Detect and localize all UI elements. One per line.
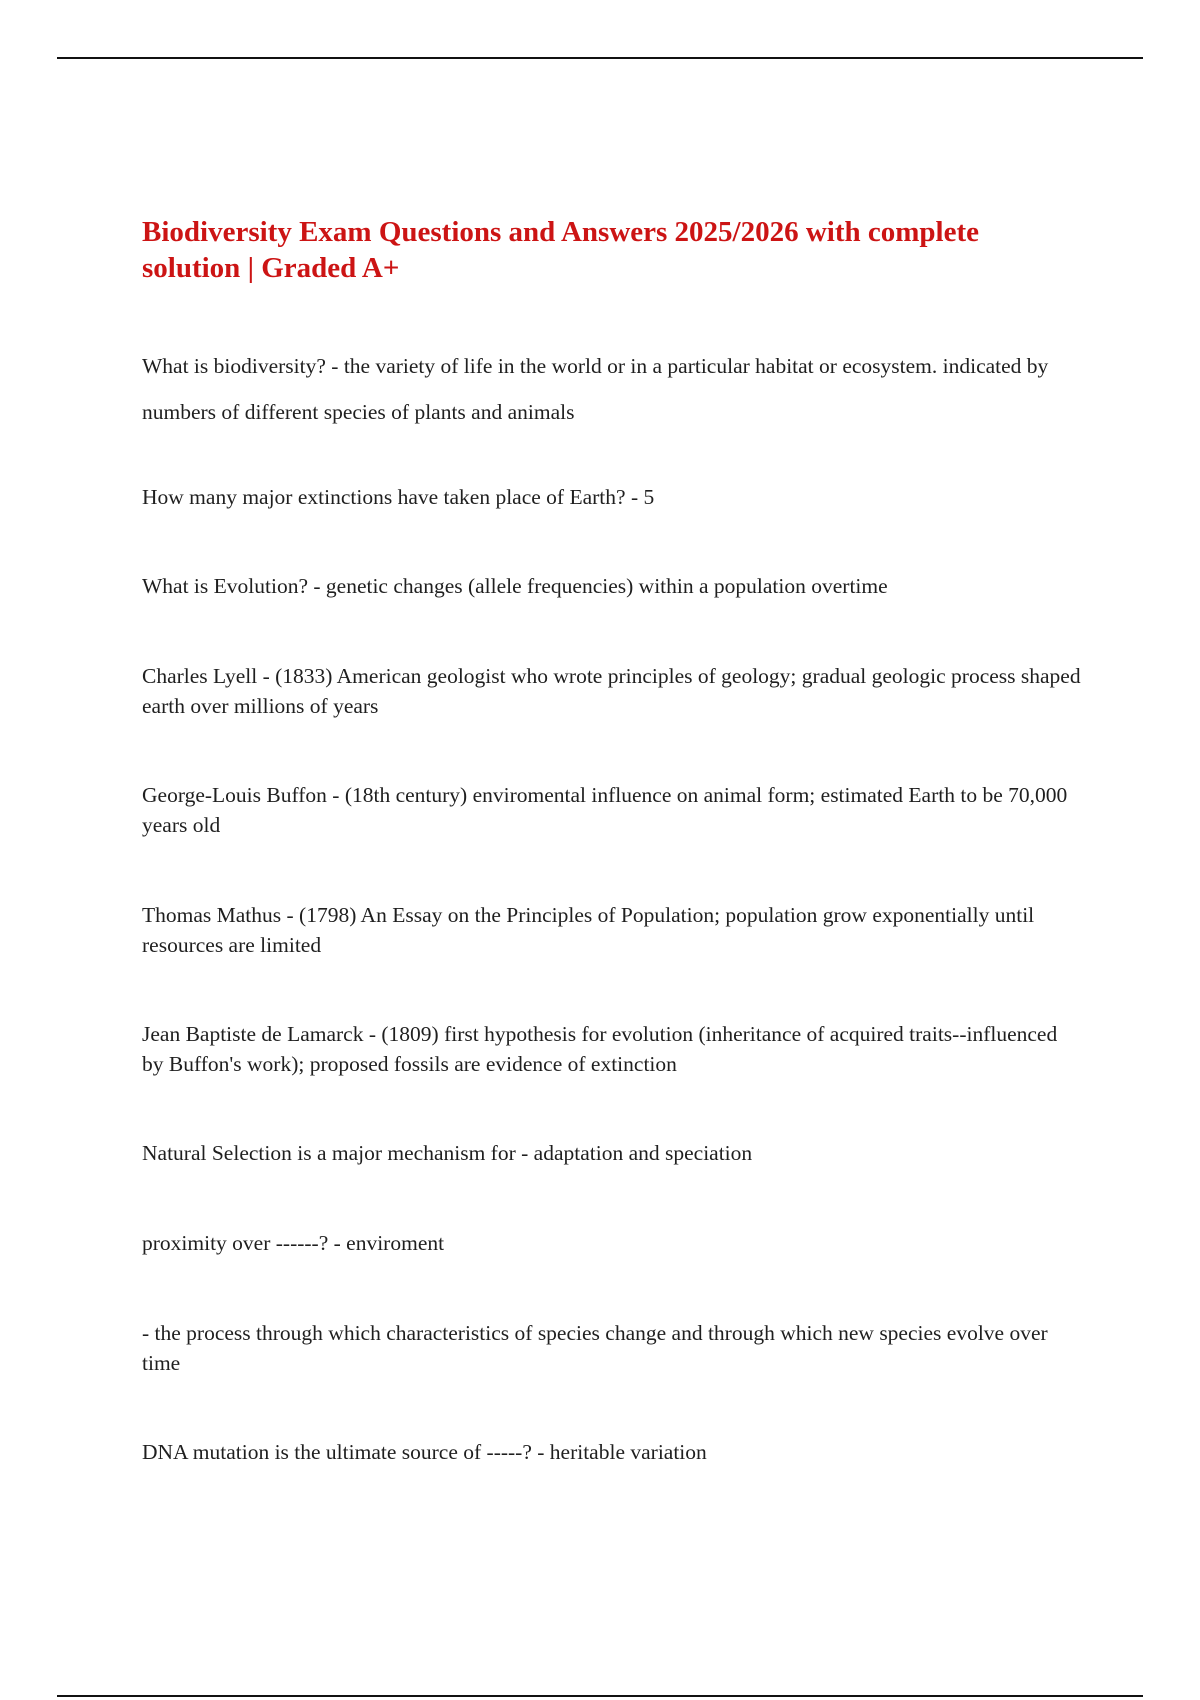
qa-entry-buffon: George-Louis Buffon - (18th century) enviromental influence on animal form; estimated Earth to be 70,000 years old — [142, 783, 1068, 837]
qa-entry-lamarck: Jean Baptiste de Lamarck - (1809) first hypothesis for evolution (inheritance of acquired traits--influenced by Buffon's work); proposed fossils are evidence of extinction — [142, 1022, 1058, 1076]
qa-entry-malthus: Thomas Mathus - (1798) An Essay on the Principles of Population; population grow exponentially until resources are limited — [142, 903, 1035, 957]
qa-entry-evolution-definition: - the process through which characteristics of species change and through which new species evolve over time — [142, 1321, 1048, 1375]
top-rule — [57, 57, 1143, 59]
bottom-rule — [57, 1695, 1143, 1697]
document-title: Biodiversity Exam Questions and Answers 2025/2026 with complete solution | Graded A+ — [142, 216, 979, 284]
qa-entry-proximity: proximity over ------? - enviroment — [142, 1231, 445, 1255]
qa-entry-dna-mutation: DNA mutation is the ultimate source of -----? - heritable variation — [142, 1440, 707, 1464]
qa-entry-evolution: What is Evolution? - genetic changes (allele frequencies) within a population overtime — [142, 574, 888, 598]
qa-entry-lyell: Charles Lyell - (1833) American geologist who wrote principles of geology; gradual geologic process shaped earth over millions of years — [142, 664, 1081, 718]
qa-entry-biodiversity: What is biodiversity? - the variety of life in the world or in a particular habitat or ecosystem. indicated by numbers of different species of plants and animals — [142, 354, 1049, 424]
qa-entry-extinctions: How many major extinctions have taken place of Earth? - 5 — [142, 485, 655, 509]
qa-entry-natural-selection: Natural Selection is a major mechanism for - adaptation and speciation — [142, 1141, 753, 1165]
